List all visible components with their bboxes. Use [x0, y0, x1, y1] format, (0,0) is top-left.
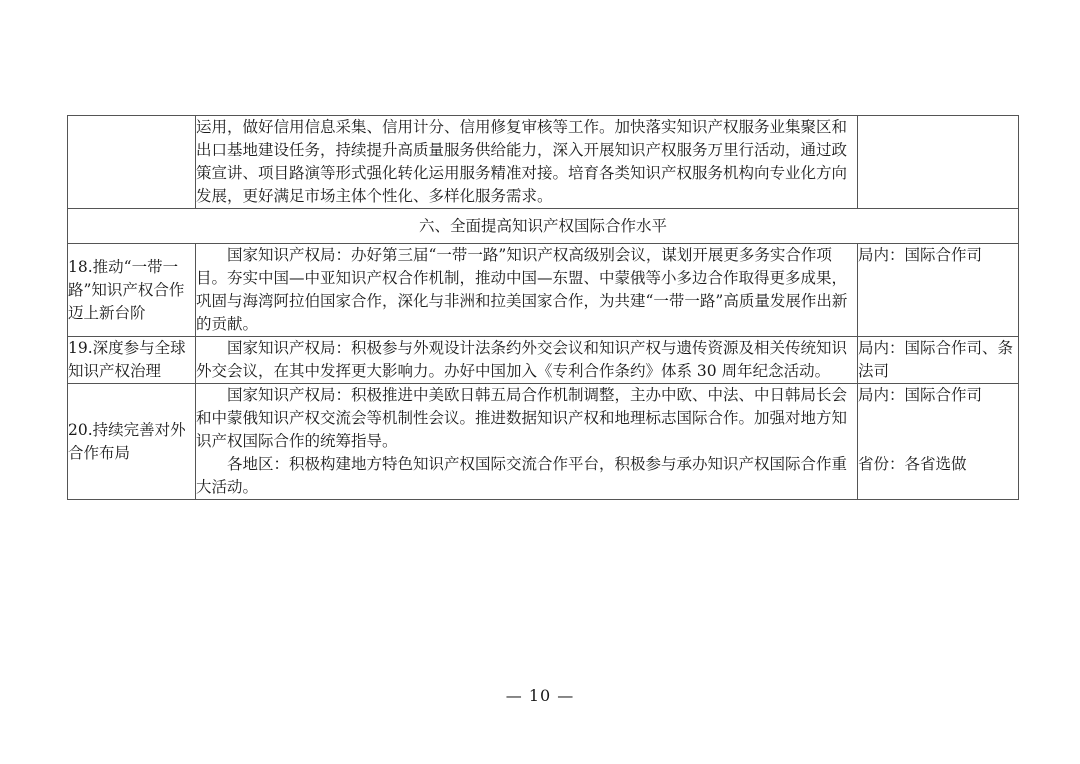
measure-text: 国家知识产权局：办好第三届“一带一路”知识产权高级别会议，谋划开展更多务实合作项目。夯实中国—中亚知识产权合作机制，推动中国—东盟、中蒙俄等小多边合作取得更多成果，巩固与海湾阿拉伯国家合作，深化与非洲和拉美国家合作，为共建“一带一路”高质量发展作出新的贡献。	[196, 246, 848, 333]
unit-text: 局内：国际合作司	[858, 246, 983, 264]
continuation-row	[68, 116, 1019, 209]
spacer	[858, 407, 1018, 430]
continuation-text: 运用，做好信用信息采集、信用计分、信用修复审核等工作。加快落实知识产权服务业集聚区和出口基地建设任务，持续提升高质量服务供给能力，深入开展知识产权服务万里行活动，通过政策宣讲、项目路演等形式强化转化运用服务精准对接。培育各类知识产权服务机构向专业化方向发展，更好满足市场主体个性化、多样化服务需求。	[196, 118, 848, 205]
task-cell: 19.深度参与全球知识产权治理	[68, 337, 196, 384]
task-cell-empty	[68, 116, 196, 209]
measure-cell	[196, 384, 858, 500]
unit-cell	[858, 384, 1019, 500]
table-row	[68, 337, 1019, 384]
table-row	[68, 244, 1019, 337]
measure-cell	[196, 116, 858, 209]
work-plan-table	[67, 115, 1019, 500]
measure-text: 国家知识产权局：积极推进中美欧日韩五局合作机制调整，主办中欧、中法、中日韩局长会和中蒙俄知识产权交流会等机制性会议。推进数据知识产权和地理标志国际合作。加强对地方知识产权国际合作的统筹指导。	[196, 386, 848, 450]
task-cell: 18.推动“一带一路”知识产权合作迈上新台阶	[68, 244, 196, 337]
measure-text: 国家知识产权局：积极参与外观设计法条约外交会议和知识产权与遗传资源及相关传统知识外交会议，在其中发挥更大影响力。办好中国加入《专利合作条约》体系 30 周年纪念活动。	[196, 339, 848, 380]
unit-text: 局内：国际合作司、条法司	[858, 339, 1014, 380]
measure-cell	[196, 337, 858, 384]
section-heading: 六、全面提高知识产权国际合作水平	[68, 209, 1019, 244]
unit-cell	[858, 337, 1019, 384]
unit-text: 局内：国际合作司	[858, 386, 983, 404]
measure-text: 各地区：积极构建地方特色知识产权国际交流合作平台，积极参与承办知识产权国际合作重大活动。	[196, 455, 848, 496]
section-row	[68, 209, 1019, 244]
unit-cell	[858, 244, 1019, 337]
unit-cell-empty	[858, 116, 1019, 209]
table-row	[68, 384, 1019, 500]
page-number: — 10 —	[505, 686, 575, 705]
unit-text: 省份：各省选做	[858, 455, 967, 473]
task-cell: 20.持续完善对外合作布局	[68, 384, 196, 500]
measure-cell	[196, 244, 858, 337]
spacer	[858, 430, 1018, 453]
